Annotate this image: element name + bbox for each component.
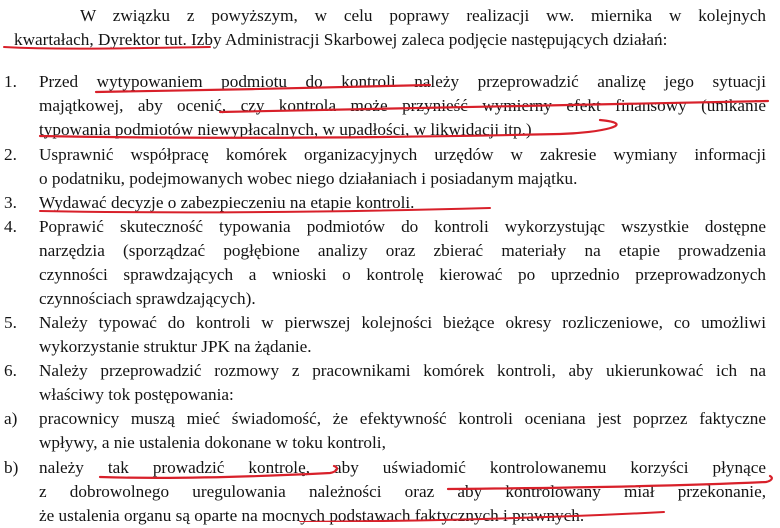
item-number: 2. bbox=[4, 145, 17, 164]
item-number: 5. bbox=[4, 313, 17, 332]
intro-line: kwartałach, Dyrektor tut. Izby Administracji Skarbowej zaleca podjęcie następujących działań: bbox=[14, 30, 668, 49]
intro-line: W związku z powyższym, w celu poprawy realizacji ww. miernika w kolejnych bbox=[80, 6, 766, 25]
item-number: 6. bbox=[4, 361, 17, 380]
item-number: 4. bbox=[4, 217, 17, 236]
item-number: 3. bbox=[4, 193, 17, 212]
item-number: a) bbox=[4, 409, 18, 428]
document-page: W związku z powyższym, w celu poprawy realizacji ww. miernika w kolejnych kwartałach, Dyrektor tut. Izby Administracji Skarbowej zaleca podjęcie następujących działań: 1. Przed wytypowaniem podmiotu do kontroli należy przeprowadzić analizę jego sytuacji majątkowej, aby ocenić, czy kontrola może przynieść wymierny efekt finansowy (unikanie typowania podmiotów niewypłacalnych, w upadłości, w likwidacji itp.) 2. Usprawnić współpracę komórek organizacyjnych urzędów w zakresie wymiany informacji o podatniku, podejmowanych wobec niego działaniach i posiadanym majątku. 3. Wydawać decyzje o zabezpieczeniu na etapie kontroli. 4. Poprawić skuteczność typowania podmiotów do kontroli wykorzystując wszystkie dostępne narzędzia (sporządzać pogłębione analizy oraz zbierać materiały na etapie prowadzenia czynności sprawdzających a wnioski o kontrolę kierować po uprzednio przeprowadzonych czynnościach sprawdzających). 5. Należy typować do kontroli w pierwszej kolejności bieżące okresy rozliczeniowe, co umożliwi wykorzystanie struktur JPK na żądanie. 6. Należy przeprowadzić rozmowy z pracownikami komórek kontroli, aby ukierunkować ich na właściwy tok postępowania: a) pracownicy muszą mieć świadomość, że efektywność kontroli oceniana jest poprzez faktyczne wpływy, a nie ustalenia dokonane w toku kontroli, b) należy tak prowadzić kontrolę, aby uświadomić kontrolowanemu korzyści płynące z dobrowolnego uregulowania należności oraz aby kontrolowany miał przekonanie, że ustalenia organu są oparte na mocnych podstawach faktycznych i prawnych. bbox=[0, 0, 780, 522]
item-number: 1. bbox=[4, 72, 17, 91]
item-number: b) bbox=[4, 458, 19, 477]
